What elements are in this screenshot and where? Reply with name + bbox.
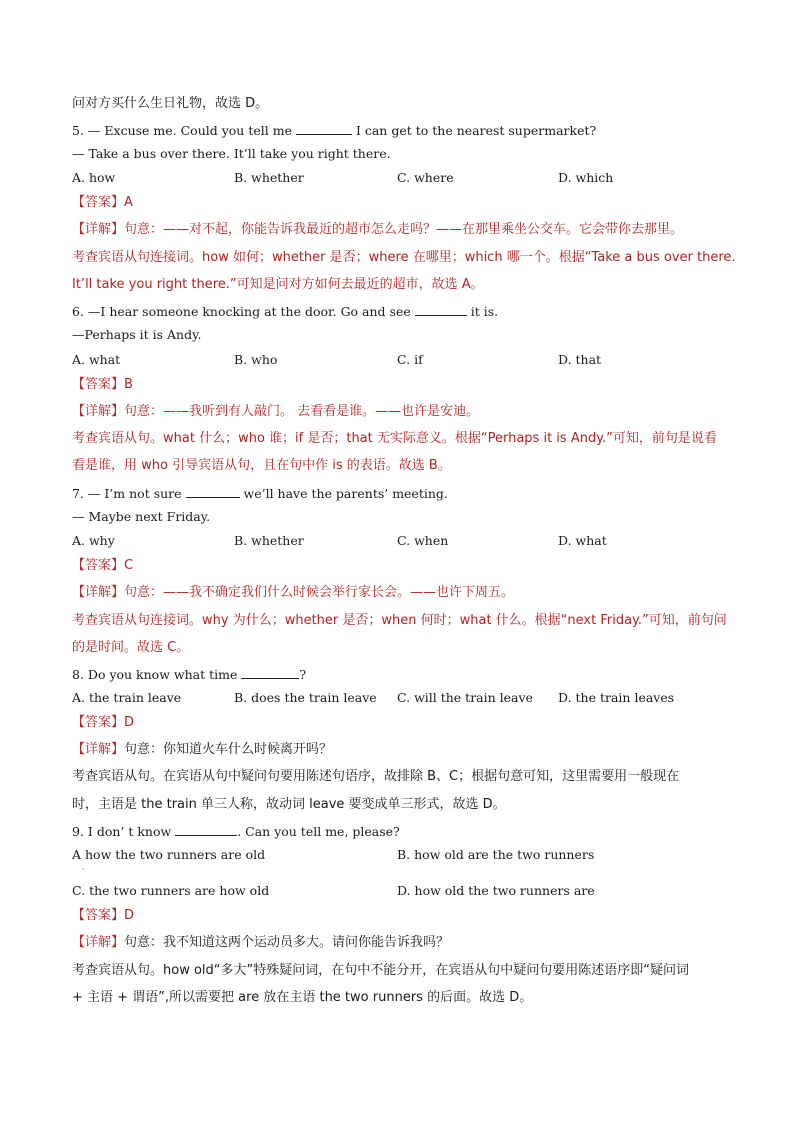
- question-6-explanation-line: 考查宾语从句。what 什么；who 谁；if 是否；that 无实际意义。根据“Perhaps it is Andy.”可知，前句是说看: [72, 431, 717, 446]
- answer-blank: [415, 303, 467, 316]
- stray-dot: ·: [82, 865, 85, 874]
- answer-label: 【答案】: [72, 715, 125, 730]
- question-6-stem: [72, 303, 498, 320]
- answer-value: C: [124, 558, 134, 573]
- question-6-explanation-line: [72, 404, 479, 420]
- explanation-text: 句意：——对不起，你能告诉我最近的超市怎么走吗？——在那里乘坐公交车。它会带你去那里。: [124, 222, 684, 237]
- question-7-explanation-line: 的是时间。故选 C。: [72, 640, 190, 655]
- option-b: B. who: [234, 352, 278, 367]
- explain-label: 【详解】: [72, 585, 125, 600]
- question-7-explanation-line: [72, 585, 514, 601]
- answer-label: 【答案】: [72, 377, 125, 392]
- option-b: B. does the train leave: [234, 690, 377, 705]
- question-stem-part: Do you know what time: [87, 667, 238, 682]
- option-a: A how the two runners are old: [72, 847, 266, 862]
- question-9-answer: [72, 908, 134, 924]
- question-7-explanation-line: 考查宾语从句连接词。why 为什么；whether 是否；when 何时；what 什么。根据“next Friday.”可知，前句问: [72, 613, 727, 628]
- question-stem-part: I can get to the nearest supermarket?: [355, 123, 597, 138]
- answer-blank: [296, 122, 352, 135]
- answer-blank: [175, 823, 237, 836]
- question-8-answer: [72, 715, 134, 731]
- option-a: A. the train leave: [72, 690, 182, 705]
- option-c: C. the two runners are how old: [72, 883, 270, 898]
- answer-value: A: [124, 195, 133, 210]
- option-c: C. where: [397, 170, 454, 185]
- explanation-text: 句意：我不知道这两个运动员多大。请问你能告诉我吗？: [124, 935, 450, 950]
- question-8-explanation-line: 时，主语是 the train 单三人称，故动词 leave 要变成单三形式，故选 D。: [72, 797, 506, 812]
- question-stem-part: ?: [299, 667, 307, 682]
- question-stem-part: —I hear someone knocking at the door. Go and see: [87, 304, 411, 319]
- question-6-answer: [72, 377, 133, 393]
- option-a: A. how: [72, 170, 116, 185]
- question-stem-part: — I’m not sure: [87, 486, 182, 501]
- option-c: C. when: [397, 533, 449, 548]
- question-5-stem: [72, 122, 596, 139]
- answer-blank: [241, 666, 299, 679]
- explain-label: 【详解】: [72, 935, 125, 950]
- question-5-reply: — Take a bus over there. It’ll take you right there.: [72, 146, 391, 161]
- option-d: D. how old the two runners are: [397, 883, 595, 898]
- option-d: D. which: [558, 170, 614, 185]
- option-b: B. how old are the two runners: [397, 847, 595, 862]
- question-7-stem: [72, 485, 448, 502]
- explanation-text: 句意：你知道火车什么时候离开吗？: [124, 742, 333, 757]
- question-8-stem: [72, 666, 306, 683]
- previous-explanation-tail: 问对方买什么生日礼物，故选 D。: [72, 96, 269, 111]
- question-stem-part: we’ll have the parents’ meeting.: [243, 486, 448, 501]
- answer-label: 【答案】: [72, 558, 125, 573]
- question-9-explanation-line: 考查宾语从句。how old“多大”特殊疑问词，在句中不能分开，在宾语从句中疑问句要用陈述语序即“疑问词: [72, 963, 689, 978]
- question-5-explanation-line: 考查宾语从句连接词。how 如何；whether 是否；where 在哪里；which 哪一个。根据“Take a bus over there.: [72, 250, 736, 265]
- question-9-explanation-line: + 主语 + 谓语”,所以需要把 are 放在主语 the two runners 的后面。故选 D。: [72, 990, 533, 1005]
- question-stem-part: . Can you tell me, please?: [237, 824, 400, 839]
- question-8-explanation-line: [72, 742, 332, 758]
- question-6-reply: —Perhaps it is Andy.: [72, 327, 202, 342]
- answer-value: B: [124, 377, 133, 392]
- option-d: D. that: [558, 352, 602, 367]
- question-5-explanation-line: [72, 222, 683, 238]
- question-number: 6.: [72, 304, 84, 319]
- explanation-text: 句意：——我不确定我们什么时候会举行家长会。——也许下周五。: [124, 585, 515, 600]
- question-stem-part: I don’ t know: [87, 824, 172, 839]
- question-7-answer: [72, 558, 133, 574]
- explain-label: 【详解】: [72, 222, 125, 237]
- question-number: 8.: [72, 667, 84, 682]
- explanation-text: 句意：——我听到有人敲门。 去看看是谁。——也许是安迪。: [124, 404, 480, 419]
- option-b: B. whether: [234, 170, 304, 185]
- question-number: 7.: [72, 486, 84, 501]
- answer-label: 【答案】: [72, 908, 125, 923]
- question-number: 9.: [72, 824, 84, 839]
- option-c: C. will the train leave: [397, 690, 533, 705]
- question-stem-part: it is.: [470, 304, 499, 319]
- question-6-explanation-line: 看是谁，用 who 引导宾语从句，且在句中作 is 的表语。故选 B。: [72, 458, 451, 473]
- question-number: 5.: [72, 123, 84, 138]
- answer-value: D: [124, 908, 135, 923]
- answer-blank: [186, 485, 240, 498]
- explain-label: 【详解】: [72, 404, 125, 419]
- option-a: A. what: [72, 352, 121, 367]
- question-9-stem: [72, 823, 400, 840]
- option-b: B. whether: [234, 533, 304, 548]
- option-a: A. why: [72, 533, 115, 548]
- question-5-explanation-line: It’ll take you right there.”可知是问对方如何去最近的超市，故选 A。: [72, 277, 484, 292]
- question-stem-part: — Excuse me. Could you tell me: [87, 123, 292, 138]
- question-8-explanation-line: 考查宾语从句。在宾语从句中疑问句要用陈述句语序，故排除 B、C；根据句意可知，这里需要用一般现在: [72, 769, 680, 784]
- answer-label: 【答案】: [72, 195, 125, 210]
- question-7-reply: — Maybe next Friday.: [72, 509, 211, 524]
- option-d: D. the train leaves: [558, 690, 675, 705]
- question-9-explanation-line: [72, 935, 449, 951]
- option-c: C. if: [397, 352, 423, 367]
- question-5-answer: [72, 195, 133, 211]
- answer-value: D: [124, 715, 135, 730]
- option-d: D. what: [558, 533, 607, 548]
- explain-label: 【详解】: [72, 742, 125, 757]
